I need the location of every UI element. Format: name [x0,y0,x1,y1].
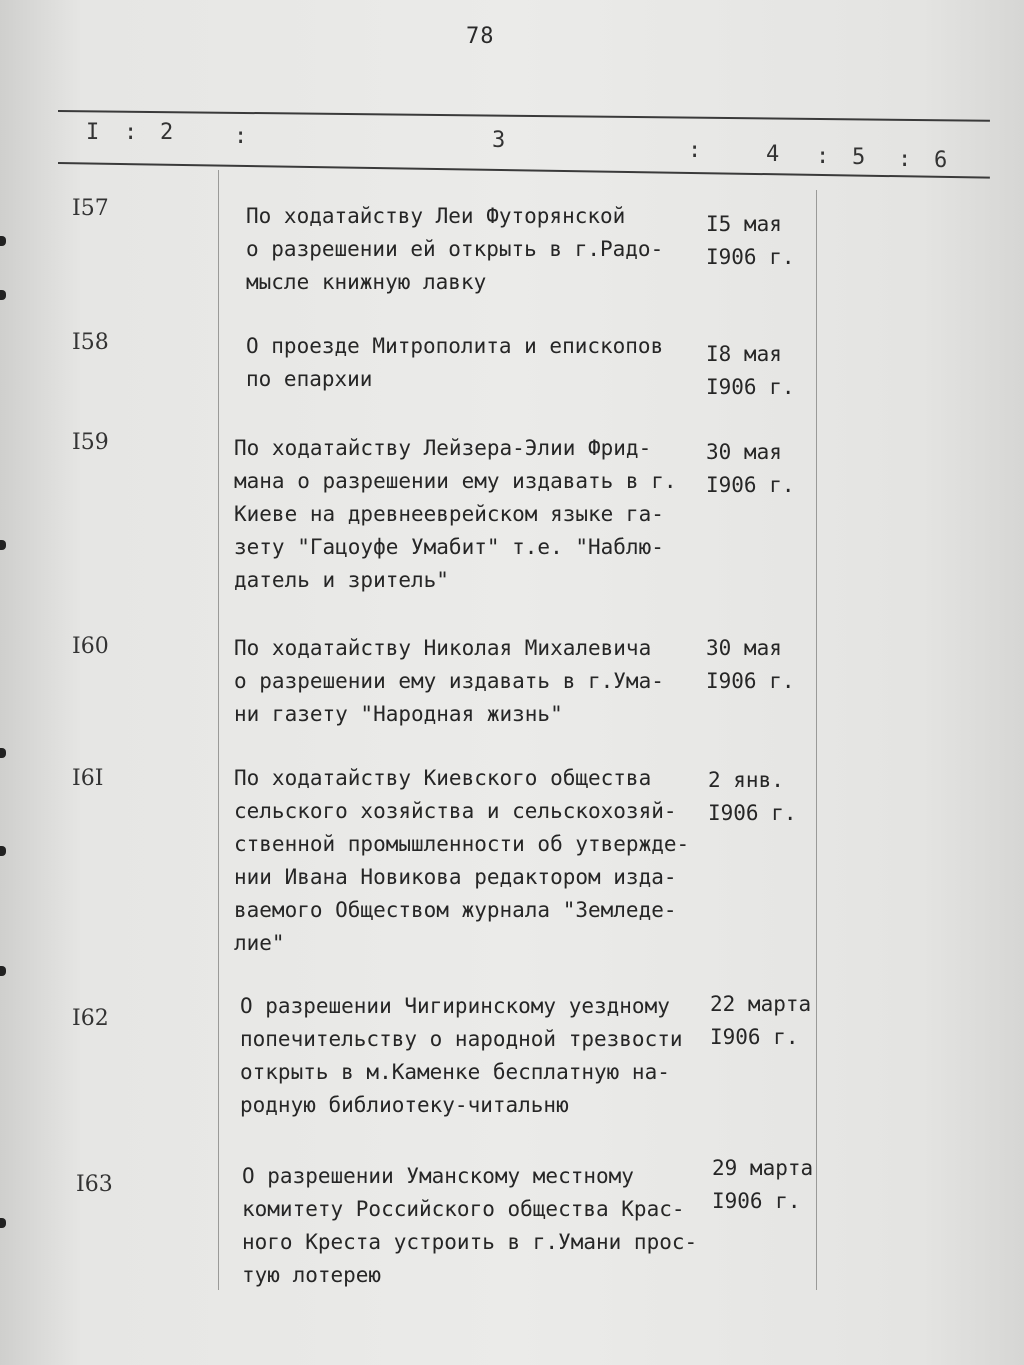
row-date: I8 мая I906 г. [706,342,795,399]
row-number: I6I [72,766,104,791]
binding-hole-mark [0,748,6,758]
page-number: 78 [466,24,495,49]
row-number: I59 [72,430,109,455]
binding-hole-mark [0,290,6,300]
row-description: О разрешении Уманскому местному комитету Российского общества Крас- ного Креста устроить в г.Умани прос- тую лотерею [242,1164,698,1287]
column-divider [218,170,219,1290]
row-number: I62 [72,1006,109,1031]
column-4-header: 4 [766,142,780,167]
binding-hole-mark [0,540,6,550]
binding-hole-mark [0,846,6,856]
row-number: I60 [72,634,109,659]
row-number: I63 [76,1172,113,1197]
row-description: О разрешении Чигиринскому уездному попечительству о народной трезвости открыть в м.Каменке бесплатную на- родную библиотеку-читальню [240,994,683,1117]
row-description: По ходатайству Николая Михалевича о разрешении ему издавать в г.Ума- ни газету "Народная жизнь" [234,636,664,726]
row-date: 30 мая I906 г. [706,440,795,497]
binding-hole-mark [0,966,6,976]
row-date: 2 янв. I906 г. [708,768,797,825]
row-date: 30 мая I906 г. [706,636,795,693]
row-number: I58 [72,330,109,355]
row-date: I5 мая I906 г. [706,212,795,269]
column-5-header: 5 [852,145,866,170]
column-separator: : [898,147,912,172]
column-separator: : [124,120,138,145]
column-separator: : [688,138,702,163]
column-1-header: I [86,120,100,145]
row-description: По ходатайству Киевского общества сельского хозяйства и сельскохозяй- ственной промышленности об утвержде- нии Ивана Новикова редактором изда- ваемого Обществом журнала "Земледе- лие" [234,766,690,955]
header-top-rule [58,110,990,122]
binding-hole-mark [0,1218,6,1228]
column-3-header: 3 [492,128,506,153]
header-bottom-rule [58,162,990,179]
row-description: О проезде Митрополита и епископов по епархии [246,334,664,391]
row-description: По ходатайству Леи Футорянской о разрешении ей открыть в г.Радо- мысле книжную лавку [246,204,664,294]
column-separator: : [816,144,830,169]
column-separator: : [234,124,248,149]
binding-hole-mark [0,236,6,246]
row-number: I57 [72,196,109,221]
row-date: 29 марта I906 г. [712,1156,814,1213]
column-2-header: 2 [160,120,174,145]
row-date: 22 марта I906 г. [710,992,812,1049]
column-6-header: 6 [934,148,948,173]
row-description: По ходатайству Лейзера-Элии Фрид- мана о разрешении ему издавать в г. Киеве на древнееврейском языке га- зету "Гацоуфе Умабит" т.е. "Наблю- датель и зритель" [234,436,677,592]
